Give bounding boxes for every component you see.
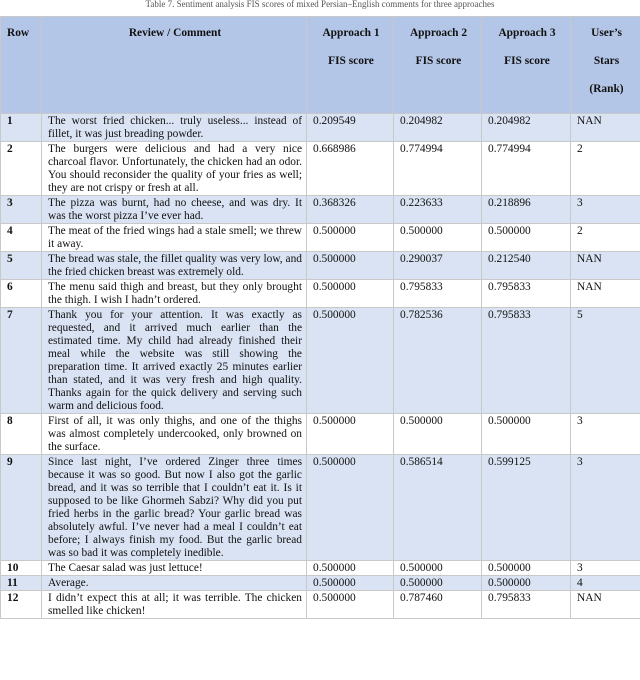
approach-3-score-cell: 0.795833	[482, 280, 571, 308]
row-number-cell: 8	[1, 414, 42, 455]
approach-2-score-cell: 0.204982	[394, 114, 482, 142]
approach-3-score-cell: 0.212540	[482, 252, 571, 280]
approach-1-score-cell: 0.500000	[307, 280, 394, 308]
user-stars-cell: 4	[571, 576, 640, 591]
table-row	[1, 114, 640, 142]
row-number-cell: 7	[1, 308, 42, 414]
approach-2-score-cell: 0.500000	[394, 576, 482, 591]
header-row	[1, 17, 640, 114]
row-number-cell: 3	[1, 196, 42, 224]
row-number-cell: 10	[1, 561, 42, 576]
row-number-cell: 1	[1, 114, 42, 142]
review-cell: The meat of the fried wings had a stale smell; we threw it away.	[42, 224, 307, 252]
approach-3-score-cell: 0.204982	[482, 114, 571, 142]
row-number-cell: 9	[1, 455, 42, 561]
table-row	[1, 576, 640, 591]
approach-2-score-cell: 0.782536	[394, 308, 482, 414]
approach-2-score-cell: 0.290037	[394, 252, 482, 280]
approach-3-score-cell: 0.500000	[482, 561, 571, 576]
table-row	[1, 591, 640, 619]
review-cell: I didn’t expect this at all; it was terrible. The chicken smelled like chicken!	[42, 591, 307, 619]
table-row	[1, 224, 640, 252]
approach-2-score-cell: 0.787460	[394, 591, 482, 619]
approach-1-score-cell: 0.500000	[307, 252, 394, 280]
row-number-cell: 11	[1, 576, 42, 591]
table-row	[1, 196, 640, 224]
approach-3-score-cell: 0.500000	[482, 414, 571, 455]
header-approach-3	[482, 17, 571, 114]
header-row-number: Row	[1, 17, 42, 114]
header-approach-3-line1: Approach 3	[498, 27, 556, 39]
approach-1-score-cell: 0.500000	[307, 561, 394, 576]
header-stars-line1: User’s	[591, 27, 622, 39]
approach-3-score-cell: 0.795833	[482, 591, 571, 619]
review-cell: The worst fried chicken... truly useless... instead of fillet, it was just breading powder.	[42, 114, 307, 142]
row-number-cell: 4	[1, 224, 42, 252]
approach-1-score-cell: 0.500000	[307, 308, 394, 414]
table-row	[1, 455, 640, 561]
header-approach-2	[394, 17, 482, 114]
user-stars-cell: NAN	[571, 280, 640, 308]
table-row	[1, 308, 640, 414]
row-number-cell: 2	[1, 142, 42, 196]
approach-3-score-cell: 0.500000	[482, 224, 571, 252]
approach-3-score-cell: 0.500000	[482, 576, 571, 591]
approach-2-score-cell: 0.795833	[394, 280, 482, 308]
approach-2-score-cell: 0.500000	[394, 224, 482, 252]
approach-2-score-cell: 0.223633	[394, 196, 482, 224]
user-stars-cell: NAN	[571, 252, 640, 280]
review-cell: The menu said thigh and breast, but they only brought the thigh. I wish I hadn’t ordered.	[42, 280, 307, 308]
approach-1-score-cell: 0.500000	[307, 576, 394, 591]
approach-1-score-cell: 0.500000	[307, 591, 394, 619]
approach-3-score-cell: 0.795833	[482, 308, 571, 414]
review-cell: Since last night, I’ve ordered Zinger three times because it was so good. But now I also got the garlic bread, and it was so terrible that I couldn’t eat it. Is it supposed to be like Ghormeh Sabzi? Why did you put fried herbs in the garlic bread? Your garlic bread was absolutely awful. I’ve never had a meal I couldn’t eat before; I always finish my food. But the garlic bread was so bad it was completely inedible.	[42, 455, 307, 561]
user-stars-cell: 3	[571, 561, 640, 576]
review-cell: The pizza was burnt, had no cheese, and was dry. It was the worst pizza I’ve ever had.	[42, 196, 307, 224]
approach-2-score-cell: 0.500000	[394, 414, 482, 455]
review-cell: Thank you for your attention. It was exactly as requested, and it arrived much earlier than the estimated time. My child had already finished their meal while the website was still showing the preparation time. It arrived exactly 25 minutes earlier than stated, and it was very fresh and high quality. Thanks again for the quick delivery and serving such warm and delicious food.	[42, 308, 307, 414]
table-row	[1, 561, 640, 576]
table-row	[1, 414, 640, 455]
approach-1-score-cell: 0.500000	[307, 414, 394, 455]
header-user-stars	[571, 17, 640, 114]
header-approach-1	[307, 17, 394, 114]
approach-1-score-cell: 0.500000	[307, 224, 394, 252]
table-row	[1, 252, 640, 280]
approach-3-score-cell: 0.599125	[482, 455, 571, 561]
user-stars-cell: NAN	[571, 114, 640, 142]
approach-3-score-cell: 0.218896	[482, 196, 571, 224]
fis-score-table	[0, 16, 640, 619]
row-number-cell: 5	[1, 252, 42, 280]
row-number-cell: 12	[1, 591, 42, 619]
approach-3-score-cell: 0.774994	[482, 142, 571, 196]
table-body	[1, 114, 640, 619]
user-stars-cell: 3	[571, 455, 640, 561]
table-caption: Table 7. Sentiment analysis FIS scores of mixed Persian–English comments for three approaches	[145, 0, 495, 9]
approach-2-score-cell: 0.586514	[394, 455, 482, 561]
header-review: Review / Comment	[42, 17, 307, 114]
table-row	[1, 142, 640, 196]
header-approach-2-line2: FIS score	[415, 55, 462, 67]
row-number-cell: 6	[1, 280, 42, 308]
review-cell: The Caesar salad was just lettuce!	[42, 561, 307, 576]
user-stars-cell: 5	[571, 308, 640, 414]
review-cell: Average.	[42, 576, 307, 591]
header-stars-line3: (Rank)	[589, 83, 624, 95]
header-approach-2-line1: Approach 2	[409, 27, 468, 39]
review-cell: First of all, it was only thighs, and one of the thighs was almost completely undercooked, only browned on the surface.	[42, 414, 307, 455]
approach-1-score-cell: 0.668986	[307, 142, 394, 196]
header-approach-1-line1: Approach 1	[322, 27, 380, 39]
approach-1-score-cell: 0.500000	[307, 455, 394, 561]
header-approach-1-line2: FIS score	[328, 55, 374, 67]
review-cell: The bread was stale, the fillet quality was very low, and the fried chicken breast was extremely old.	[42, 252, 307, 280]
user-stars-cell: 3	[571, 414, 640, 455]
user-stars-cell: 2	[571, 142, 640, 196]
table-row	[1, 280, 640, 308]
header-approach-3-line2: FIS score	[504, 55, 550, 67]
user-stars-cell: 2	[571, 224, 640, 252]
user-stars-cell: NAN	[571, 591, 640, 619]
review-cell: The burgers were delicious and had a very nice charcoal flavor. Unfortunately, the chicken had an odor. You should reconsider the quality of your fries as well; they are not crispy or fresh at all.	[42, 142, 307, 196]
approach-1-score-cell: 0.209549	[307, 114, 394, 142]
header-stars-line2: Stars	[593, 55, 620, 67]
approach-1-score-cell: 0.368326	[307, 196, 394, 224]
approach-2-score-cell: 0.774994	[394, 142, 482, 196]
approach-2-score-cell: 0.500000	[394, 561, 482, 576]
user-stars-cell: 3	[571, 196, 640, 224]
